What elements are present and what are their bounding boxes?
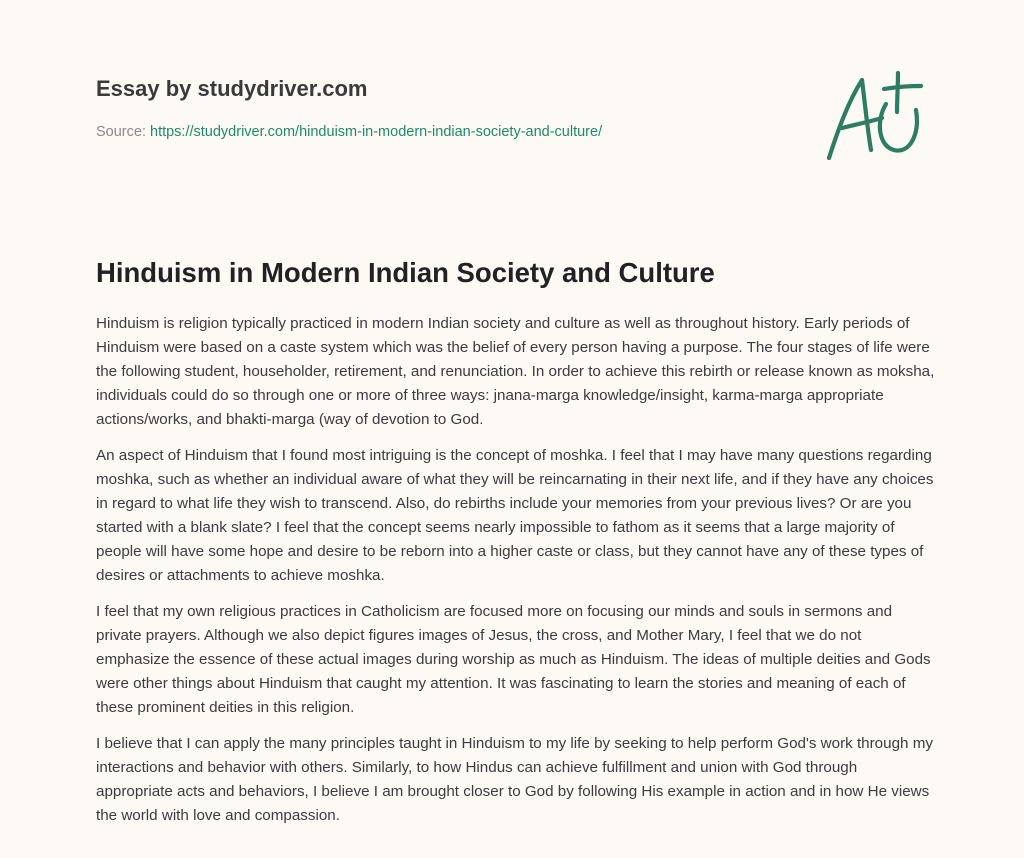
essay-paragraph: I feel that my own religious practices in Catholicism are focused more on focusing our minds and souls in sermons and private prayers. Although we also depict figures images of Jesus, the cross, and Mother Mary, I feel that we do not emphasize the essence of these actual images during worship as much as Hinduism. The ideas of multiple deities and Gods were other things about Hinduism that caught my attention. It was fascinating to learn the stories and meaning of each of these prominent deities in this religion. (96, 603, 931, 716)
source-link[interactable]: https://studydriver.com/hinduism-in-modern-indian-society-and-culture/ (150, 124, 603, 140)
a-plus-logo-icon (820, 66, 930, 166)
source-line (96, 123, 796, 141)
essay-paragraph: Hinduism is religion typically practiced in modern Indian society and culture as well as throughout history. Early periods of Hinduism were based on a caste system which was the belief of every person having a purpose. The four stages of life were the following student, householder, retirement, and renunciation. In order to achieve this rebirth or release known as moksha, individuals could do so through one or more of three ways: jnana-marga knowledge/insight, karma-marga appropriate actions/works, and bhakti-marga (way of devotion to God. (96, 315, 935, 428)
site-title: Essay by studydriver.com (96, 76, 368, 101)
essay-paragraph: An aspect of Hinduism that I found most intriguing is the concept of moshka. I feel that I may have many questions regarding moshka, such as whether an individual aware of what they will be reincarnating in their next life, and if they have any choices in regard to what life they wish to transcend. Also, do rebirths include your memories from your previous lives? Or are you started with a blank slate? I feel that the concept seems nearly impossible to fathom as it seems that a large majority of people will have some hope and desire to be reborn into a higher caste or class, but they cannot have any of these types of desires or attachments to achieve moshka. (96, 447, 934, 584)
essay-title: Hinduism in Modern Indian Society and Culture (96, 257, 715, 288)
page-header (96, 74, 796, 141)
source-label: Source: (96, 124, 150, 140)
essay-body (96, 312, 936, 840)
essay-paragraph: I believe that I can apply the many principles taught in Hinduism to my life by seeking to help perform God's work through my interactions and behavior with others. Similarly, to how Hindus can achieve fulfillment and union with God through appropriate acts and behaviors, I believe I am brought closer to God by following His example in action and in how He views the world with love and compassion. (96, 735, 933, 824)
